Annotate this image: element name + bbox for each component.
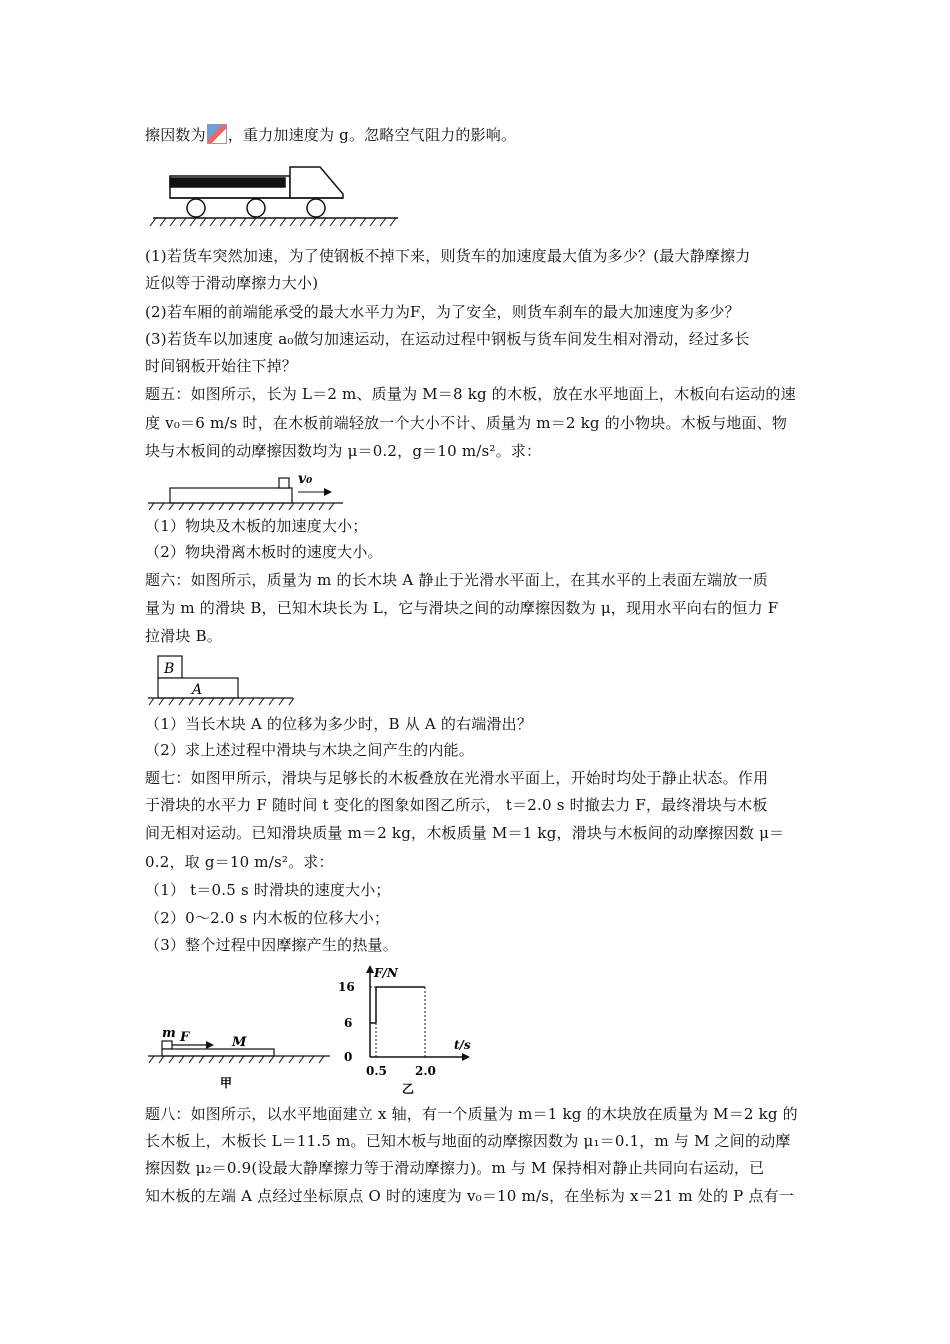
block-b-label: B bbox=[164, 661, 175, 677]
q8-line-2: 长木板上，木板长 L＝11.5 m。已知木板与地面的动摩擦因数为 μ₁＝0.1，m 与 M 之间的动摩 bbox=[145, 1132, 791, 1150]
q7-line-1: 题七：如图甲所示，滑块与足够长的木板叠放在光滑水平面上，开始时均处于静止状态。作用 bbox=[145, 769, 769, 787]
q6-line-3: 拉滑块 B。 bbox=[145, 627, 222, 645]
q5-line-2: 度 v₀＝6 m/s 时，在木板前端轻放一个大小不计、质量为 m＝2 kg 的小物块。木板与地面、物 bbox=[145, 414, 788, 432]
force-arrow-icon bbox=[206, 1041, 214, 1049]
q7-sub-1: （1） t＝0.5 s 时滑块的速度大小； bbox=[145, 881, 391, 899]
x-axis-arrow-icon bbox=[462, 1053, 470, 1061]
q7-figure-b bbox=[330, 965, 480, 1100]
velocity-arrow-icon bbox=[324, 488, 332, 496]
intro-text-after: ，重力加速度为 g。忽略空气阻力的影响。 bbox=[227, 126, 517, 144]
fig-b-origin: 0 bbox=[344, 1050, 353, 1064]
q6-line-2: 量为 m 的滑块 B，已知木块长为 L，它与滑块之间的动摩擦因数为 μ，现用水平向右的恒力 F bbox=[145, 599, 779, 617]
q5-figure bbox=[148, 470, 348, 512]
truck-figure bbox=[148, 162, 403, 234]
q4-line-1: (1)若货车突然加速，为了使钢板不掉下来，则货车的加速度最大值为多少？(最大静摩擦力 bbox=[145, 247, 751, 265]
y-axis-arrow-icon bbox=[366, 965, 374, 973]
q4-line-4: (3)若货车以加速度 a₀做匀加速运动，在运动过程中钢板与货车间发生相对滑动，经过多长 bbox=[145, 330, 750, 348]
q7-line-4: 0.2，取 g＝10 m/s²。求： bbox=[145, 853, 334, 871]
fig-b-xtick-0-5: 0.5 bbox=[366, 1064, 387, 1078]
fig-b-xtick-2-0: 2.0 bbox=[415, 1064, 436, 1078]
q6-sub-2: （2）求上述过程中滑块与木块之间产生的内能。 bbox=[145, 741, 474, 759]
q4-line-2: 近似等于滑动摩擦力大小) bbox=[145, 274, 319, 292]
intro-text-before: 擦因数为 bbox=[145, 126, 206, 144]
fig-b-ytick-16: 16 bbox=[338, 980, 355, 994]
q5-v0-label: v₀ bbox=[298, 471, 313, 487]
q7-figure-a bbox=[148, 1015, 338, 1090]
q7-sub-3: （3）整个过程中因摩擦产生的热量。 bbox=[145, 936, 398, 954]
broken-image-icon bbox=[207, 124, 227, 144]
q8-line-3: 擦因数 μ₂＝0.9(设最大静摩擦力等于滑动摩擦力)。m 与 M 保持相对静止共同向右运动，已 bbox=[145, 1159, 765, 1177]
q7-line-2: 于滑块的水平力 F 随时间 t 变化的图象如图乙所示， t＝2.0 s 时撤去力 F，最终滑块与木板 bbox=[145, 796, 768, 814]
q8-line-1: 题八：如图所示，以水平地面建立 x 轴，有一个质量为 m＝1 kg 的木块放在质量为 M＝2 kg 的 bbox=[145, 1105, 798, 1123]
q8-line-4: 知木板的左端 A 点经过坐标原点 O 时的速度为 v₀＝10 m/s，在坐标为 x＝21 m 处的 P 点有一 bbox=[145, 1187, 794, 1205]
fig-b-ytick-6: 6 bbox=[344, 1016, 353, 1030]
fig-a-M-label: M bbox=[232, 1035, 247, 1050]
intro-line bbox=[145, 124, 817, 145]
block-a-label: A bbox=[192, 682, 203, 698]
q5-sub-1: （1）物块及木板的加速度大小； bbox=[145, 517, 368, 535]
q5-line-1: 题五：如图所示，长为 L＝2 m、质量为 M＝8 kg 的木板，放在水平地面上，木板向右运动的速 bbox=[145, 385, 796, 403]
q6-sub-1: （1）当长木块 A 的位移为多少时，B 从 A 的右端滑出？ bbox=[145, 715, 533, 733]
q5-sub-2: （2）物块滑离木板时的速度大小。 bbox=[145, 543, 383, 561]
fig-a-m-label: m bbox=[162, 1026, 176, 1041]
fig-a-caption: 甲 bbox=[220, 1076, 233, 1090]
q5-line-3: 块与木板间的动摩擦因数均为 μ＝0.2，g＝10 m/s²。求： bbox=[145, 442, 542, 460]
fig-b-xlabel: t/s bbox=[454, 1038, 471, 1052]
q7-line-3: 间无相对运动。已知滑块质量 m＝2 kg，木板质量 M＝1 kg，滑块与木板间的动摩擦因数 μ＝ bbox=[145, 824, 785, 842]
q4-line-5: 时间钢板开始往下掉？ bbox=[145, 357, 298, 375]
fig-b-ylabel: F/N bbox=[374, 966, 398, 980]
q6-line-1: 题六：如图所示，质量为 m 的长木块 A 静止于光滑水平面上，在其水平的上表面左端放一质 bbox=[145, 571, 768, 589]
fig-b-caption: 乙 bbox=[402, 1082, 415, 1096]
q6-figure bbox=[148, 652, 298, 712]
q4-line-3: (2)若车厢的前端能承受的最大水平力为F，为了安全，则货车刹车的最大加速度为多少？ bbox=[145, 303, 740, 321]
fig-a-F-label: F bbox=[180, 1030, 190, 1045]
q7-sub-2: （2）0～2.0 s 内木板的位移大小； bbox=[145, 909, 390, 927]
